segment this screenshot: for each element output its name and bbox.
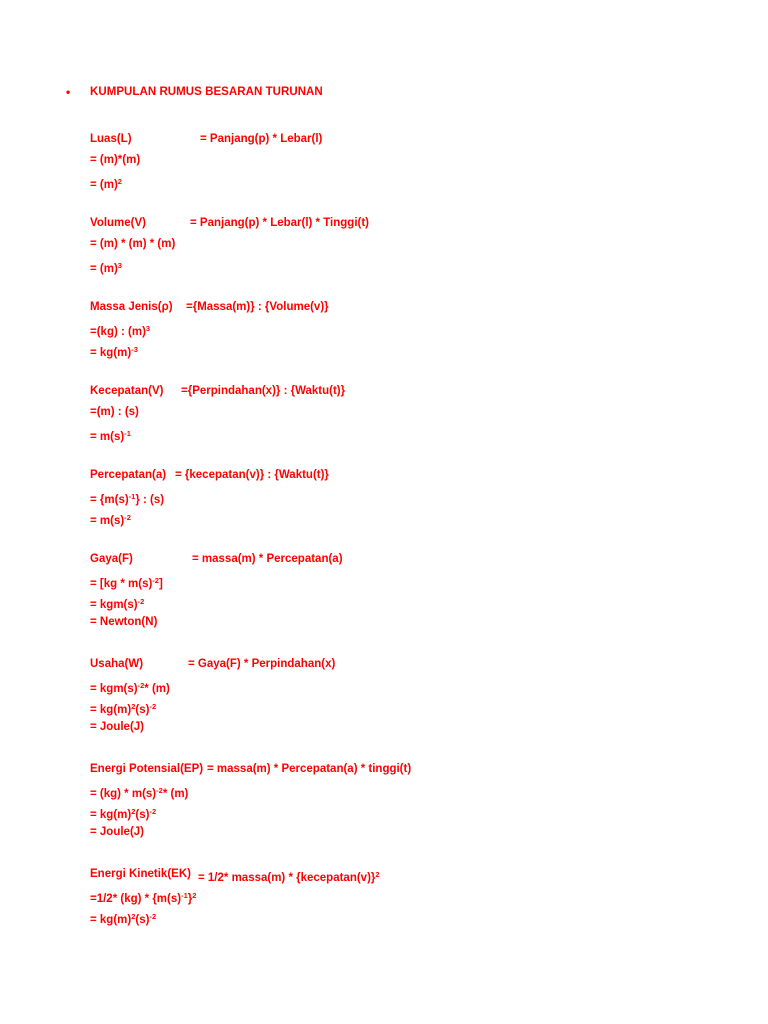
step-text: = (m) bbox=[90, 263, 118, 275]
quantity-label: Massa Jenis(ρ) bbox=[90, 301, 173, 313]
formula-step bbox=[90, 175, 140, 196]
step-text: = kgm(s) bbox=[90, 683, 138, 695]
step-text: = {m(s) bbox=[90, 494, 129, 506]
formula-step bbox=[90, 805, 203, 826]
step-text: = kgm(s) bbox=[90, 599, 138, 611]
formula-text: = 1/2* massa(m) * {kecepatan(v)} bbox=[198, 872, 376, 884]
formula-section bbox=[90, 658, 336, 742]
quantity-formula bbox=[190, 217, 369, 230]
formula-step bbox=[90, 259, 175, 280]
formula-step bbox=[90, 490, 166, 511]
step-exponent: 3 bbox=[145, 324, 151, 333]
step-text: = (m) bbox=[90, 179, 118, 191]
formula-step bbox=[90, 595, 163, 616]
formula-exponent: 2 bbox=[375, 870, 380, 879]
quantity-formula bbox=[198, 868, 380, 885]
formula-section bbox=[90, 301, 329, 364]
step-exponent-2: -2 bbox=[149, 912, 157, 921]
formula-text: ={Massa(m)} : {Volume(v)} bbox=[186, 301, 329, 313]
step-text-after: } : (s) bbox=[135, 494, 165, 506]
formula-step bbox=[90, 511, 166, 532]
heading: KUMPULAN RUMUS BESARAN TURUNAN bbox=[90, 86, 323, 98]
step-text: = kg(m) bbox=[90, 704, 132, 716]
step-exponent: -2 bbox=[156, 786, 163, 795]
step-text: =(kg) : (m) bbox=[90, 326, 146, 338]
quantity-label: Kecepatan(V) bbox=[90, 385, 164, 397]
step-text: = (kg) * m(s) bbox=[90, 788, 157, 800]
formula-definition bbox=[90, 658, 336, 679]
step-exponent: -1 bbox=[128, 492, 136, 501]
quantity-formula bbox=[186, 301, 329, 314]
step-exponent: -1 bbox=[181, 891, 188, 900]
formula-text: = Gaya(F) * Perpindahan(x) bbox=[188, 658, 336, 670]
quantity-formula bbox=[192, 553, 343, 566]
formula-definition bbox=[90, 133, 323, 154]
step-text: = m(s) bbox=[90, 515, 125, 527]
step-text-after: * (m) bbox=[162, 788, 189, 800]
step-text-after: (s) bbox=[135, 809, 150, 821]
step-text-after: (s) bbox=[135, 704, 150, 716]
quantity-label: Volume(V) bbox=[90, 217, 147, 229]
step-exponent: -1 bbox=[124, 429, 131, 438]
formula-step bbox=[90, 616, 163, 637]
quantity-formula bbox=[200, 133, 322, 146]
formula-section bbox=[90, 133, 323, 196]
step-exponent-2: 2 bbox=[192, 891, 197, 900]
quantity-label: Percepatan(a) bbox=[90, 469, 167, 481]
formula-step bbox=[90, 679, 170, 700]
step-text-after: (s) bbox=[135, 914, 150, 926]
formula-step bbox=[90, 826, 203, 847]
step-text: =1/2* (kg) * {m(s) bbox=[90, 893, 182, 905]
step-text: = kg(m) bbox=[90, 809, 132, 821]
step-text: = kg(m) bbox=[90, 347, 132, 359]
formula-section bbox=[90, 217, 369, 280]
formula-step bbox=[90, 574, 163, 595]
step-text: =(m) : (s) bbox=[90, 406, 139, 418]
formula-definition bbox=[90, 469, 329, 490]
formula-definition bbox=[90, 868, 380, 889]
formula-section bbox=[90, 763, 412, 847]
step-text: = Joule(J) bbox=[90, 721, 145, 733]
formula-step bbox=[90, 406, 164, 427]
formula-step bbox=[90, 889, 196, 910]
step-exponent: -3 bbox=[131, 345, 138, 354]
step-text-after: ] bbox=[158, 578, 163, 590]
step-text: = m(s) bbox=[90, 431, 125, 443]
step-exponent: -2 bbox=[152, 576, 159, 585]
formula-definition bbox=[90, 553, 343, 574]
step-exponent: -2 bbox=[137, 681, 145, 690]
formula-section bbox=[90, 553, 343, 637]
formula-step bbox=[90, 427, 164, 448]
step-exponent-2: -2 bbox=[149, 807, 157, 816]
formula-text: ={Perpindahan(x)} : {Waktu(t)} bbox=[181, 385, 346, 397]
formula-text: = massa(m) * Percepatan(a) * tinggi(t) bbox=[207, 763, 412, 775]
step-exponent: 2 bbox=[131, 912, 136, 921]
quantity-label: Energi Potensial(EP) bbox=[90, 763, 204, 775]
formula-section bbox=[90, 385, 346, 448]
step-text: = kg(m) bbox=[90, 914, 132, 926]
quantity-label: Luas(L) bbox=[90, 133, 132, 145]
step-text-after: * (m) bbox=[144, 683, 170, 695]
quantity-label: Usaha(W) bbox=[90, 658, 144, 670]
step-exponent: -2 bbox=[137, 597, 145, 606]
step-text: = Newton(N) bbox=[90, 616, 158, 628]
quantity-formula bbox=[181, 385, 345, 398]
formula-step bbox=[90, 784, 203, 805]
formula-text: = massa(m) * Percepatan(a) bbox=[192, 553, 343, 565]
step-text-after: } bbox=[187, 893, 193, 905]
formula-step bbox=[90, 343, 173, 364]
step-exponent: -2 bbox=[124, 513, 131, 522]
quantity-formula bbox=[207, 763, 411, 776]
step-text: = (m) * (m) * (m) bbox=[90, 238, 176, 250]
step-exponent: 3 bbox=[117, 261, 122, 270]
formula-definition bbox=[90, 385, 346, 406]
formula-step bbox=[90, 322, 173, 343]
quantity-label: Gaya(F) bbox=[90, 553, 133, 565]
step-text: = Joule(J) bbox=[90, 826, 145, 838]
formula-step bbox=[90, 910, 196, 931]
bullet-icon: • bbox=[66, 85, 71, 99]
formula-text: = Panjang(p) * Lebar(l) * Tinggi(t) bbox=[190, 217, 369, 229]
formula-step bbox=[90, 721, 170, 742]
formula-step bbox=[90, 700, 170, 721]
step-text: = (m)*(m) bbox=[90, 154, 141, 166]
quantity-formula bbox=[175, 469, 329, 482]
step-exponent: 2 bbox=[131, 807, 136, 816]
formula-definition bbox=[90, 763, 412, 784]
formula-section bbox=[90, 868, 380, 931]
formula-section bbox=[90, 469, 329, 532]
formula-step bbox=[90, 154, 140, 175]
step-exponent-2: -2 bbox=[149, 702, 157, 711]
formula-definition bbox=[90, 301, 329, 322]
formula-text: = Panjang(p) * Lebar(l) bbox=[200, 133, 323, 145]
quantity-label: Energi Kinetik(EK) bbox=[90, 868, 191, 880]
formula-definition bbox=[90, 217, 369, 238]
step-text: = [kg * m(s) bbox=[90, 578, 153, 590]
formula-step bbox=[90, 238, 175, 259]
quantity-formula bbox=[188, 658, 335, 671]
step-exponent: 2 bbox=[131, 702, 136, 711]
step-exponent: 2 bbox=[117, 177, 122, 186]
formula-text: = {kecepatan(v)} : {Waktu(t)} bbox=[175, 469, 329, 481]
